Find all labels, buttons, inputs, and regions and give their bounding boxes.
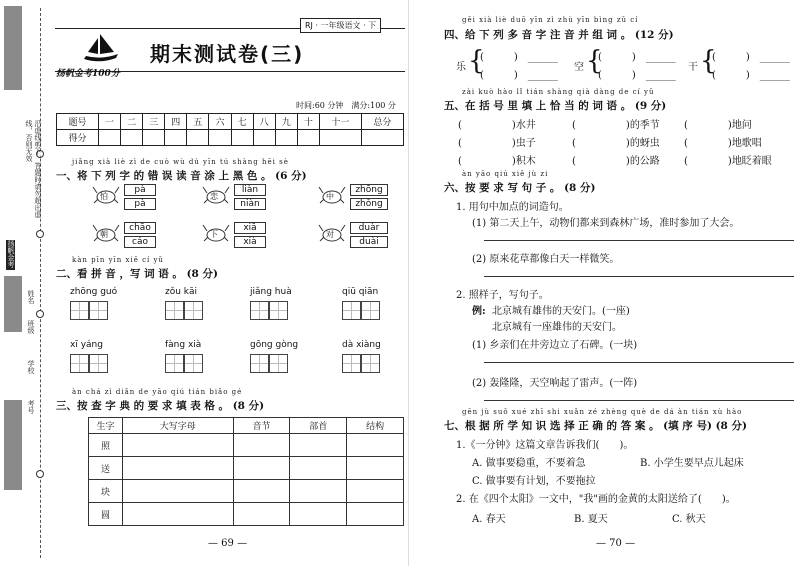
class-field[interactable]: 班级 bbox=[27, 320, 35, 334]
score-header: 六 bbox=[209, 114, 231, 130]
writing-cell[interactable] bbox=[361, 301, 380, 320]
polyphone-char: 乐 bbox=[456, 62, 466, 73]
q2-word bbox=[250, 287, 292, 320]
pinyin-option[interactable]: duàr bbox=[350, 222, 388, 234]
dict-header: 大写字母 bbox=[123, 418, 234, 434]
binding-label: 扬帆金考 bbox=[7, 240, 15, 268]
q1-item bbox=[92, 184, 146, 209]
q2-word-pinyin: fàng xià bbox=[165, 340, 202, 350]
polyphone-blank[interactable]: ( ) ______ bbox=[480, 70, 558, 81]
q7-option[interactable]: B. 小学生要早点儿起床 bbox=[640, 458, 744, 469]
q2-word-pinyin: jiǎng huà bbox=[250, 287, 292, 297]
answer-cell[interactable] bbox=[290, 434, 347, 457]
q2-word-pinyin: zhōng guó bbox=[70, 287, 118, 297]
pinyin-option[interactable]: xià bbox=[234, 236, 266, 248]
score-cell[interactable] bbox=[361, 130, 403, 146]
fill-row bbox=[684, 134, 762, 149]
q2-word bbox=[250, 340, 298, 373]
blank[interactable]: ( ) bbox=[458, 120, 516, 131]
score-cell[interactable] bbox=[297, 130, 319, 146]
q2-word-pinyin: zǒu kāi bbox=[165, 287, 198, 297]
q2-word-pinyin: qiū qiān bbox=[342, 287, 379, 297]
answer-cell[interactable] bbox=[123, 457, 234, 480]
fill-word: 的蚜虫 bbox=[629, 138, 660, 149]
q2-word bbox=[70, 340, 108, 373]
fill-row bbox=[572, 134, 660, 149]
answer-cell[interactable] bbox=[123, 480, 234, 503]
writing-cell[interactable] bbox=[184, 354, 203, 373]
grade-tag: RJ · 一年级语文 · 下 bbox=[300, 18, 381, 33]
score-cell[interactable] bbox=[209, 130, 231, 146]
writing-cell[interactable] bbox=[269, 301, 288, 320]
answer-cell[interactable] bbox=[123, 434, 234, 457]
q6-sub1: 1. 用句中加点的词造句。 bbox=[456, 202, 569, 213]
table-row bbox=[89, 503, 404, 526]
q5-title: 五、在 括 号 里 填 上 恰 当 的 词 语 。 (9 分) bbox=[444, 100, 667, 112]
fill-row bbox=[684, 116, 752, 131]
fill-row bbox=[684, 152, 772, 167]
score-header: 九 bbox=[275, 114, 297, 130]
binding-strip bbox=[0, 0, 52, 566]
polyphone-char: 干 bbox=[688, 62, 698, 73]
brace: { bbox=[586, 46, 603, 76]
answer-cell[interactable] bbox=[123, 503, 234, 526]
brace: { bbox=[700, 46, 717, 76]
answer-cell[interactable] bbox=[233, 457, 290, 480]
fill-row bbox=[458, 152, 536, 167]
dict-char: 送 bbox=[89, 457, 123, 480]
dict-char: 块 bbox=[89, 480, 123, 503]
writing-cell[interactable] bbox=[342, 301, 361, 320]
score-cell[interactable] bbox=[121, 130, 143, 146]
score-header: 七 bbox=[231, 114, 253, 130]
answer-cell[interactable] bbox=[233, 503, 290, 526]
q7-question: 1.《一分钟》这篇文章告诉我们( )。 bbox=[456, 440, 634, 451]
binding-bar bbox=[4, 276, 22, 332]
blank[interactable]: ( ) bbox=[458, 156, 516, 167]
binding-note: 沿虚线剪下，答题时请勿超出虚线，否则无效 bbox=[25, 120, 42, 218]
sailboat-logo-icon bbox=[80, 30, 122, 64]
writing-cell[interactable] bbox=[165, 301, 184, 320]
blank[interactable]: ( ) bbox=[458, 138, 516, 149]
score-header-row bbox=[57, 114, 404, 130]
q1-title: 一、将 下 列 字 的 错 误 读 音 涂 上 黑 色 。 (6 分) bbox=[56, 170, 307, 182]
writing-cell[interactable] bbox=[89, 354, 108, 373]
q1-pinyin: jiǎng xià liè zì de cuò wù dú yīn tú shàng hēi sè bbox=[72, 158, 289, 166]
fill-word: 地问 bbox=[731, 120, 752, 131]
score-header: 二 bbox=[121, 114, 143, 130]
q2-word bbox=[70, 287, 117, 320]
answer-line[interactable] bbox=[484, 276, 794, 277]
q1-char: 对 bbox=[326, 230, 334, 239]
q1-item bbox=[202, 184, 260, 209]
q5-pinyin: zài kuò hào lǐ tián shàng qià dàng de cí yǔ bbox=[462, 88, 655, 96]
fill-word: 水井 bbox=[515, 120, 536, 131]
dict-header: 部首 bbox=[290, 418, 347, 434]
dict-header: 音节 bbox=[233, 418, 290, 434]
fill-row bbox=[458, 116, 536, 131]
dict-header: 结构 bbox=[347, 418, 404, 434]
blank[interactable]: ( ) bbox=[572, 156, 630, 167]
blank[interactable]: ( ) bbox=[684, 120, 732, 131]
writing-cell[interactable] bbox=[165, 354, 184, 373]
q1-item bbox=[318, 184, 383, 209]
q1-char: 怕 bbox=[100, 192, 108, 201]
answer-line[interactable] bbox=[484, 362, 794, 363]
logo-text: 扬帆金考100分 bbox=[56, 69, 120, 79]
dict-char: 照 bbox=[89, 434, 123, 457]
score-header: 八 bbox=[253, 114, 275, 130]
answer-cell[interactable] bbox=[290, 457, 347, 480]
q2-word bbox=[342, 340, 381, 373]
q7-option[interactable]: B. 夏天 bbox=[574, 514, 608, 525]
score-header: 四 bbox=[165, 114, 187, 130]
binding-bar bbox=[4, 400, 22, 490]
q7-pinyin: gēn jù suǒ xué zhī shi xuǎn zé zhèng què de dá àn tián xù hào bbox=[462, 408, 743, 416]
q2-pinyin: kàn pīn yīn xiě cí yǔ bbox=[72, 256, 164, 264]
score-cell[interactable] bbox=[187, 130, 209, 146]
q6-sentence: (1) 乡亲们在井旁边立了石碑。(一块) bbox=[472, 340, 638, 351]
q2-word-pinyin: gōng gòng bbox=[250, 340, 299, 350]
writing-cell[interactable] bbox=[70, 354, 89, 373]
score-header: 题号 bbox=[57, 114, 99, 130]
pinyin-option[interactable]: zhǒng bbox=[350, 198, 388, 210]
dict-char: 圆 bbox=[89, 503, 123, 526]
name-field[interactable]: 姓名 bbox=[27, 290, 35, 304]
q2-word-pinyin: dà xiàng bbox=[342, 340, 381, 350]
q6-sentence: (1) 第二天上午，动物们都来到森林广场，准时参加了大会。 bbox=[472, 218, 740, 229]
brace: { bbox=[468, 46, 485, 76]
answer-cell[interactable] bbox=[290, 480, 347, 503]
writing-cell[interactable] bbox=[361, 354, 380, 373]
pinyin-option[interactable]: liàn bbox=[234, 184, 266, 196]
score-cell[interactable] bbox=[253, 130, 275, 146]
score-header: 总分 bbox=[361, 114, 403, 130]
answer-cell[interactable] bbox=[347, 457, 404, 480]
q1-item bbox=[202, 222, 257, 247]
blank[interactable]: ( ) bbox=[572, 138, 630, 149]
table-row bbox=[89, 434, 404, 457]
polyphone-blank[interactable]: ( ) ______ bbox=[598, 70, 676, 81]
binding-hole bbox=[36, 230, 44, 238]
pinyin-option[interactable]: chāo bbox=[124, 222, 156, 234]
q6-sentence: (2) 轰隆隆，天空响起了雷声。(一阵) bbox=[472, 378, 638, 389]
example-label: 例: bbox=[472, 306, 486, 317]
pinyin-option[interactable]: zhōng bbox=[350, 184, 388, 196]
answer-cell[interactable] bbox=[233, 480, 290, 503]
score-table bbox=[56, 113, 404, 146]
q2-title: 二、看 拼 音 ，写 词 语 。 (8 分) bbox=[56, 268, 218, 280]
dict-header: 生字 bbox=[89, 418, 123, 434]
blank[interactable]: ( ) bbox=[572, 120, 630, 131]
fill-row bbox=[458, 134, 536, 149]
school-field[interactable]: 学校 bbox=[27, 360, 35, 374]
q7-option[interactable]: A. 做事要稳重，不要着急 bbox=[472, 458, 586, 469]
pinyin-option[interactable]: pà bbox=[124, 198, 156, 210]
writing-cell[interactable] bbox=[342, 354, 361, 373]
writing-cell[interactable] bbox=[269, 354, 288, 373]
fill-word: 积木 bbox=[515, 156, 536, 167]
page-number-left: — 69 — bbox=[208, 538, 248, 549]
q1-char: 下 bbox=[210, 230, 218, 239]
page-number-right: — 70 — bbox=[596, 538, 636, 549]
table-row bbox=[89, 457, 404, 480]
example-sentence: 北京城有雄伟的天安门。(一座) bbox=[492, 306, 630, 317]
q1-item bbox=[318, 222, 380, 247]
pinyin-option[interactable]: pà bbox=[124, 184, 156, 196]
pinyin-option[interactable]: xiā bbox=[234, 222, 266, 234]
fill-row bbox=[572, 116, 660, 131]
q7-option[interactable]: C. 做事要有计划，不要拖拉 bbox=[472, 476, 596, 487]
score-header: 一 bbox=[98, 114, 120, 130]
pinyin-option[interactable]: cáo bbox=[124, 236, 156, 248]
q1-char: 恋 bbox=[210, 192, 218, 201]
polyphone-blank[interactable]: ( ) ______ bbox=[712, 52, 790, 63]
score-header: 三 bbox=[143, 114, 165, 130]
writing-cell[interactable] bbox=[184, 301, 203, 320]
exam-number-field[interactable]: 考号 bbox=[27, 400, 35, 414]
q3-title: 三、按 查 字 典 的 要 求 填 表 格 。 (8 分) bbox=[56, 400, 265, 412]
score-header: 十 bbox=[297, 114, 319, 130]
score-cell[interactable] bbox=[143, 130, 165, 146]
q6-sub2: 2. 照样子，写句子。 bbox=[456, 290, 549, 301]
q7-title: 七、根 据 所 学 知 识 选 择 正 确 的 答 案 。 (填 序 号) (8 分) bbox=[444, 420, 747, 432]
score-value-row bbox=[57, 130, 404, 146]
q3-pinyin: àn chá zì diǎn de yāo qiú tián biǎo gé bbox=[72, 388, 243, 396]
answer-cell[interactable] bbox=[347, 503, 404, 526]
pinyin-option[interactable]: duài bbox=[350, 236, 388, 248]
fill-row bbox=[572, 152, 660, 167]
fill-word: 的公路 bbox=[629, 156, 660, 167]
binding-hole bbox=[36, 470, 44, 478]
q6-pinyin: àn yāo qiú xiě jù zi bbox=[462, 170, 549, 178]
writing-cell[interactable] bbox=[250, 354, 269, 373]
answer-cell[interactable] bbox=[347, 434, 404, 457]
answer-cell[interactable] bbox=[233, 434, 290, 457]
score-cell[interactable] bbox=[275, 130, 297, 146]
q2-word bbox=[165, 340, 203, 373]
polyphone-blank[interactable]: ( ) ______ bbox=[598, 52, 676, 63]
blank[interactable]: ( ) bbox=[684, 156, 732, 167]
q1-item bbox=[92, 222, 151, 247]
q6-sentence: (2) 原来花草都像白天一样微笑。 bbox=[472, 254, 620, 265]
blank[interactable]: ( ) bbox=[684, 138, 732, 149]
score-cell[interactable] bbox=[319, 130, 361, 146]
score-row-label: 得分 bbox=[57, 130, 99, 146]
q1-char: 中 bbox=[326, 192, 334, 201]
answer-cell[interactable] bbox=[290, 503, 347, 526]
table-row bbox=[89, 480, 404, 503]
binding-hole bbox=[36, 310, 44, 318]
score-cell[interactable] bbox=[98, 130, 120, 146]
polyphone-blank[interactable]: ( ) ______ bbox=[480, 52, 558, 63]
q1-char: 朝 bbox=[100, 230, 108, 239]
q7-question: 2. 在《四个太阳》一文中，"我"画的金黄的太阳送给了( )。 bbox=[456, 494, 736, 505]
fill-word: 虫子 bbox=[515, 138, 536, 149]
fill-word: 地眨着眼 bbox=[731, 156, 772, 167]
q2-word bbox=[165, 287, 203, 320]
score-cell[interactable] bbox=[165, 130, 187, 146]
q2-word bbox=[342, 287, 380, 320]
dictionary-table bbox=[88, 417, 404, 526]
q4-items bbox=[456, 46, 796, 84]
binding-bar bbox=[4, 6, 22, 90]
writing-cell[interactable] bbox=[250, 301, 269, 320]
time-info: 时间:60 分钟 满分:100 分 bbox=[296, 101, 396, 110]
q4-title: 四、给 下 列 多 音 字 注 音 并 组 词 。 (12 分) bbox=[444, 29, 674, 41]
q7-option[interactable]: A. 春天 bbox=[472, 514, 506, 525]
score-header: 五 bbox=[187, 114, 209, 130]
polyphone-blank[interactable]: ( ) ______ bbox=[712, 70, 790, 81]
page-divider bbox=[408, 0, 409, 566]
writing-cell[interactable] bbox=[89, 301, 108, 320]
polyphone-char: 空 bbox=[574, 62, 584, 73]
fill-word: 地歌唱 bbox=[731, 138, 762, 149]
score-cell[interactable] bbox=[231, 130, 253, 146]
fill-word: 的季节 bbox=[629, 120, 660, 131]
q6-title: 六、按 要 求 写 句 子 。 (8 分) bbox=[444, 182, 596, 194]
answer-cell[interactable] bbox=[347, 480, 404, 503]
writing-cell[interactable] bbox=[70, 301, 89, 320]
example-sentence: 北京城有一座雄伟的天安门。 bbox=[492, 322, 622, 333]
score-header: 十一 bbox=[319, 114, 361, 130]
answer-line[interactable] bbox=[484, 400, 794, 401]
exam-title: 期末测试卷(三) bbox=[150, 42, 305, 66]
q2-word-pinyin: xī yáng bbox=[70, 340, 103, 350]
q4-pinyin: gěi xià liè duō yīn zì zhù yīn bìng zǔ cí bbox=[462, 16, 639, 24]
pinyin-option[interactable]: niàn bbox=[234, 198, 266, 210]
q7-option[interactable]: C. 秋天 bbox=[672, 514, 706, 525]
answer-line[interactable] bbox=[484, 240, 794, 241]
